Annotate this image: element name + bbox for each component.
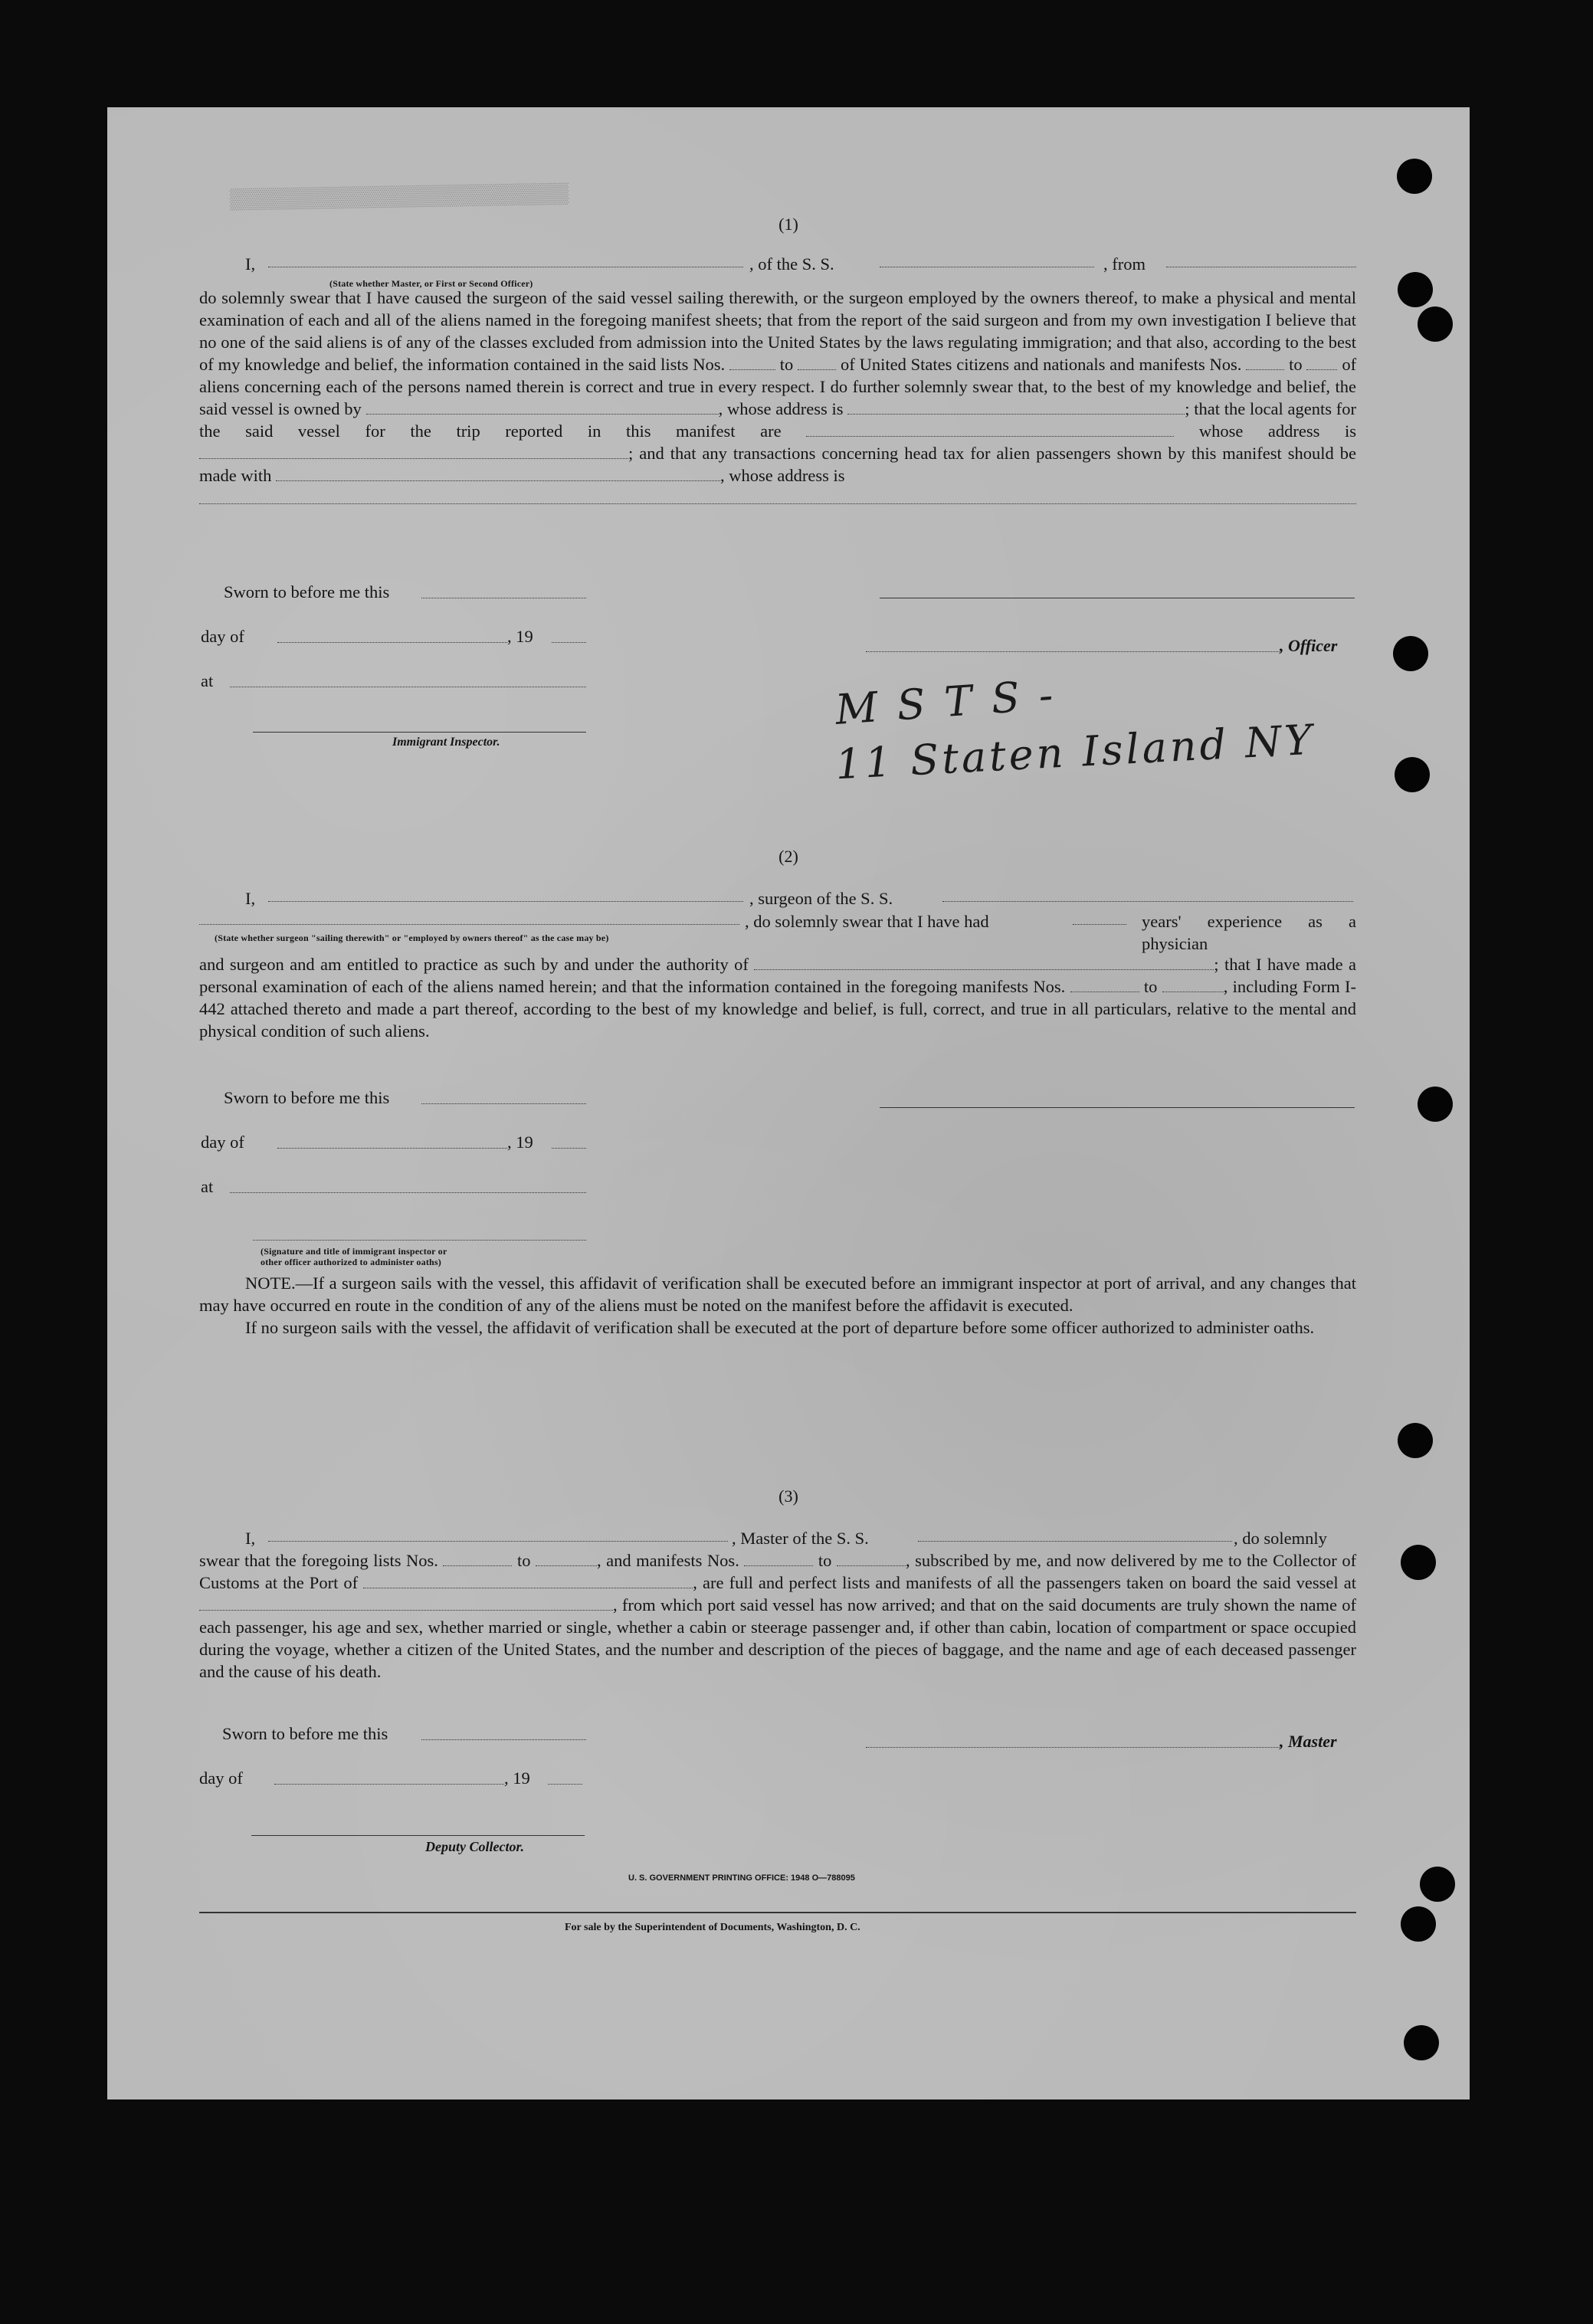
s1-whose2: whose address is (1198, 421, 1357, 441)
s3-master-name-field[interactable] (268, 1541, 728, 1542)
section-2-number: (2) (778, 847, 798, 866)
s2-note-label: NOTE. (245, 1273, 296, 1293)
s2-at-field[interactable] (230, 1192, 586, 1193)
s1-whose1: , whose address is (718, 399, 844, 418)
s1-state-note: (State whether Master, or First or Second Officer) (329, 278, 533, 289)
s1-agents-address-field[interactable] (199, 458, 628, 459)
s2-surgeon-name-field[interactable] (268, 901, 743, 902)
s2-year-label: , 19 (507, 1132, 533, 1152)
s3-master-label: , Master (1280, 1732, 1337, 1751)
s1-at-label: at (201, 671, 214, 690)
s3-deputy-label: Deputy Collector. (425, 1839, 524, 1854)
s1-owner-field[interactable] (366, 414, 719, 415)
s3-full: , are full and perfect lists and (693, 1573, 900, 1592)
s2-surgeon-sig-field[interactable] (880, 1107, 1355, 1108)
s3-year-field[interactable] (548, 1784, 582, 1785)
manifest-back-page (107, 107, 1470, 2099)
s1-inspector-sig-field[interactable] (253, 732, 586, 733)
s2-body3: , including Form I-442 attached thereto and made a part thereof, according to the best of my knowledge and belief, is full, correct, and true in all particulars, relative to the mental and physical condition of such aliens. (199, 977, 1357, 1041)
s3-manifest-to-field[interactable] (837, 1565, 906, 1566)
s2-note1: —If a surgeon sails with the vessel, this affidavit of verification shall be executed before an immigrant inspector at port of arrival, and any changes that may have occurred en route in the condition of any of the aliens must be noted on the manifest before the affidavit is executed. (199, 1273, 1356, 1315)
s3-boarded-at-field[interactable] (199, 1610, 613, 1611)
s3-to1: to (516, 1551, 531, 1570)
s2-inspector-sig-field[interactable] (253, 1240, 586, 1241)
s3-deputy-sig-field[interactable] (251, 1835, 585, 1836)
s3-master-of: , Master of the S. S. (732, 1529, 869, 1548)
s3-lists-from-field[interactable] (443, 1565, 512, 1566)
s1-agents-field[interactable] (806, 436, 1174, 437)
handwritten-msts: M S T S - (834, 670, 1058, 734)
binder-hole (1418, 306, 1453, 342)
s2-lead: I, (245, 889, 256, 908)
binder-hole (1398, 272, 1433, 307)
s3-ship-name-field[interactable] (918, 1541, 1232, 1542)
section-3 (199, 1527, 1356, 1683)
s1-head-tax-field[interactable] (276, 480, 720, 481)
s1-owner-address-field[interactable] (847, 414, 1185, 415)
s3-body1: swear that the foregoing lists Nos. (199, 1551, 438, 1570)
s2-year-field[interactable] (552, 1148, 586, 1149)
s2-sworn-field[interactable] (421, 1103, 586, 1104)
s1-manifest-to-field[interactable] (1306, 369, 1337, 370)
s2-at-label: at (201, 1177, 214, 1196)
s1-day-field[interactable] (277, 642, 507, 643)
s3-manifest-from-field[interactable] (744, 1565, 813, 1566)
binder-hole (1420, 1867, 1455, 1902)
s2-sig-note: (Signature and title of immigrant inspector or other officer authorized to administer oaths) (261, 1246, 447, 1267)
section-2-note (199, 1272, 1356, 1339)
s1-year-field[interactable] (552, 642, 586, 643)
s3-lists-to-field[interactable] (536, 1565, 597, 1566)
s2-to: to (1143, 977, 1158, 996)
s2-body2: that I have made a personal examination of each of the aliens named herein; and that the information contained in the foregoing manifests Nos. (199, 955, 1357, 996)
s2-authority-field[interactable] (754, 969, 1214, 970)
s1-body5: ; and that any transactions concerning head tax for alien passengers shown by this manifest should be made with (199, 444, 1356, 485)
binder-hole (1397, 159, 1432, 194)
section-2: I, , surgeon of the S. S. , do solemnly swear that I have had years' experience as a physician (State whether surgeon "sailing therewith" or "employed by owners thereof" as the case may be) and surgeon and am entitled to practice as such by and under the authority of ; that I have made a personal examination of each of the aliens named herein; and that the information contained in the foregoing manifests Nos. to , including Form I-442 attached thereto and made a part thereof, according to the best of my knowledge and belief, is full, correct, and true in all particulars, relative to the mental and physical condition of such aliens. (199, 889, 1357, 1041)
s1-day-of-label: day of (201, 627, 244, 646)
binder-hole (1393, 636, 1428, 671)
s1-whose3: , whose address is (719, 466, 845, 485)
s1-address-field[interactable] (199, 487, 1356, 504)
section-3-number: (3) (778, 1487, 798, 1506)
s3-year-label: , 19 (504, 1768, 530, 1788)
s1-body1: do solemnly swear that I have caused the surgeon of the said vessel sailing therewith, or the surgeon employed by the owners thereof, to make a physical and mental examination of each and all of the aliens named in the foregoing manifest sheets; that from the report of the said surgeon and from my own investigation I believe that no one of the said aliens is of any of the classes excluded from admission into the United States by the laws regulating immigration; and that also, according to the best of my knowledge and belief, the information contained in the said lists Nos. (199, 288, 1356, 374)
s1-officer-line[interactable] (866, 651, 1280, 652)
s1-lists-from-field[interactable] (729, 369, 775, 370)
binder-hole (1401, 1906, 1436, 1942)
s1-of-ss: , of the S. S. (749, 254, 834, 274)
s2-day-of-label: day of (201, 1132, 244, 1152)
s2-years-field[interactable] (1073, 924, 1126, 925)
s3-do-sol: , do solemnly (1234, 1529, 1327, 1548)
s2-surgeon-of: , surgeon of the S. S. (749, 889, 893, 908)
handwritten-location: 11 Staten Island NY (834, 715, 1316, 789)
s3-body4: port said vessel has now arrived; and that on the said documents are truly shown the name of each passenger, his age and sex, whether married or single, whether a cabin or steerage passenger and, if other than cabin, location of compartment or space occupied during the voyage, whether a citizen of the United States, and the number and description of the pieces of baggage, and the name and age of each deceased passenger and the cause of his death. (199, 1595, 1356, 1681)
binder-hole (1398, 1423, 1433, 1458)
s1-body2: of United States citizens and nationals and manifests Nos. (841, 355, 1242, 374)
s3-sworn-label: Sworn to before me this (222, 1724, 388, 1743)
s2-note2: If no surgeon sails with the vessel, the affidavit of verification shall be executed at the port of departure before some officer authorized to administer oaths. (245, 1318, 1315, 1337)
s2-body1: and surgeon and am entitled to practice as such by and under the authority of (199, 955, 749, 974)
s3-subscribed: , subscribed by me, and now (905, 1551, 1106, 1570)
section-1-number: (1) (778, 215, 798, 234)
s3-to2: to (818, 1551, 832, 1570)
s1-year-label: , 19 (507, 627, 533, 646)
s1-lists-to-field[interactable] (798, 369, 836, 370)
s1-body3: of aliens concerning each of the persons named therein is correct and true in every respect. I do further solemnly swear that, to the best of my knowledge and belief, the said vessel is owned by (199, 355, 1357, 418)
s1-lead: I, (245, 254, 256, 274)
s1-to1: to (779, 355, 794, 374)
s1-inspector-label: Immigrant Inspector. (392, 736, 500, 749)
binder-hole (1395, 757, 1430, 792)
binder-hole (1401, 1545, 1436, 1580)
s3-sworn-field[interactable] (421, 1739, 586, 1740)
s1-to2: to (1289, 355, 1303, 374)
bleed-through-header: ▒▒▒▒▒▒▒▒▒▒▒▒▒▒▒▒▒▒▒▒▒▒▒▒ (229, 181, 569, 210)
s2-sworn-label: Sworn to before me this (224, 1088, 390, 1107)
s3-and-man: , and manifests Nos. (597, 1551, 739, 1570)
s1-from: , from (1103, 254, 1146, 274)
s1-manifest-from-field[interactable] (1246, 369, 1284, 370)
s2-day-field[interactable] (277, 1148, 507, 1149)
s1-body4: ; that the local agents for the said vessel for the trip reported in this manifest are (199, 399, 1357, 441)
s2-state-note: (State whether surgeon "sailing therewith" or "employed by owners thereof" as the case may be) (215, 933, 609, 943)
sale-notice: For sale by the Superintendent of Documents, Washington, D. C. (565, 1922, 860, 1933)
s1-officer-label: , Officer (1280, 636, 1338, 655)
s2-sailing-field[interactable] (199, 924, 739, 925)
s3-body3: manifests of all the passengers taken on board the said vessel at (906, 1573, 1357, 1592)
s3-lead: I, (245, 1529, 256, 1548)
binder-hole (1404, 2025, 1439, 2060)
footer-rule (199, 1912, 1356, 1913)
s2-do-swear: , do solemnly swear that I have had (745, 912, 989, 931)
s3-day-of-label: day of (199, 1768, 243, 1788)
s1-sworn-label: Sworn to before me this (224, 582, 390, 601)
s3-body2: delivered by me to the Collector of Customs at the Port of (199, 1551, 1357, 1592)
s2-years: years' experience as a physician (1142, 912, 1356, 953)
s3-from-which: , from which (613, 1595, 703, 1614)
s3-master-sig-field[interactable] (866, 1747, 1280, 1748)
s3-day-field[interactable] (274, 1784, 504, 1785)
s2-ship-name-field[interactable] (942, 901, 1353, 902)
gpo-imprint: U. S. GOVERNMENT PRINTING OFFICE: 1948 O—788095 (628, 1873, 855, 1883)
binder-hole (1418, 1087, 1453, 1122)
section-1 (199, 253, 1356, 504)
